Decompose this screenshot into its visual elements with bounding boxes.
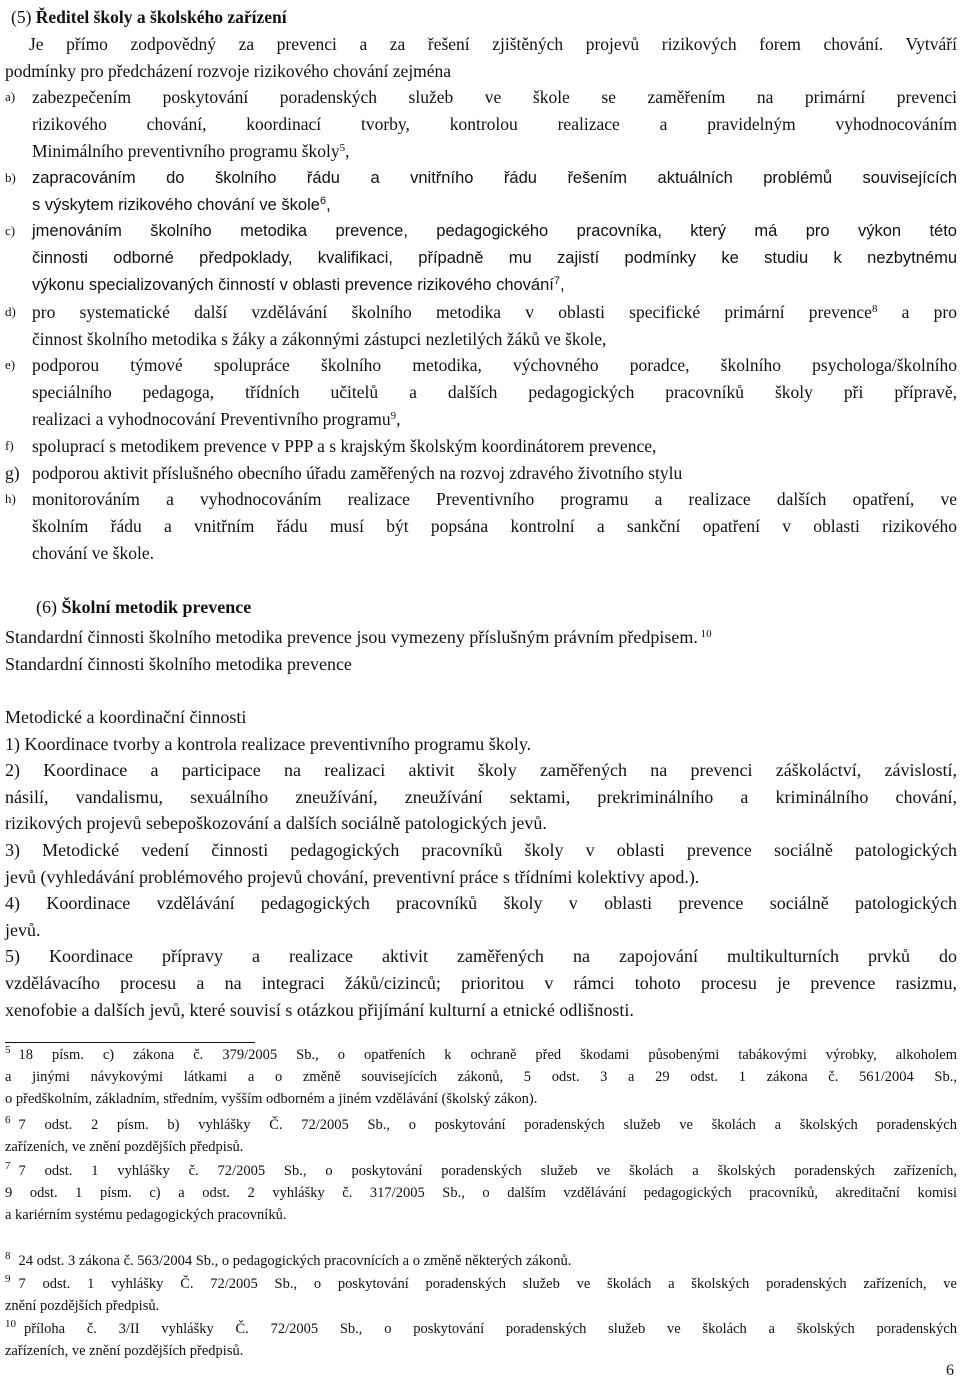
list-label: a) [5,89,16,105]
list-item-h: h) monitorováním a vyhodnocováním realizace Preventivního programu a realizace dalších opatření, ve školním řádu a vnitřním řádu musí být popsána kontrolní a sankční opatření v oblasti rizikového chování ve škole. [5,486,957,566]
point-5: 5) Koordinace přípravy a realizace aktivit zaměřených na zapojování multikulturních prvků do [5,946,957,967]
point-3: 3) Metodické vedení činnosti pedagogických pracovníků školy v oblasti prevence sociálně patologických [5,839,957,860]
list-label: d) [5,303,16,319]
list-label: g) [5,462,20,483]
list-label: c) [5,223,16,239]
footnote-ref: 7 [553,274,560,287]
section-6-intro: Standardní činnosti školního metodika prevence jsou vymezeny příslušným právním předpisem. $^{10}$ Standardní činnosti školního metodika prevence [5,627,712,674]
list-label: e) [5,357,16,373]
footnote-5: $^5$ 18 písm. c) zákona č. 379/2005 Sb., o opatřeních k ochraně před škodami působenými tabákovými výrobky, alkoholem a jinými návykovými látkami a o změně souvisejících zákonů, 5 odst. 3 a 29 odst. 1 zákona č. 561/2004 Sb., o předškolním, základním, středním, vyšším odborném a jiném vzdělávání (školský zákon). [5,1044,957,1108]
footnote-8: $^8$ 24 odst. 3 zákona č. 563/2004 Sb., o pedagogických pracovnících a o změně některých zákonů. [5,1250,572,1269]
list-item-e: e) podporou týmové spolupráce školního metodika, výchovného poradce, školního psychologa/školního speciálního pedagoga, třídních učitelů a dalších pedagogických pracovníků školy při přípravě, realizaci a vyhodnocování Preventivního programu$^9$, [5,352,957,432]
list-item-c: c) jmenováním školního metodika prevence, pedagogického pracovníka, který má pro výkon této činnosti odborné předpoklady, kvalifikaci, případně mu zajistí podmínky ke studiu k nezbytnému výkonu specializovaných činností v oblasti prevence rizikového chování$^7$, [5,218,957,298]
list-item-g: g) podporou aktivit příslušného obecního úřadu zaměřených na rozvoj zdravého životního stylu [5,460,957,487]
list-label: f) [5,437,14,453]
section-6-body: Metodické a koordinační činnosti 1) Koordinace tvorby a kontrola realizace preventivního programu školy. 2) Koordinace a participace na realizaci aktivit školy zaměřených na prevenci záškoláctví, závislostí, násilí, vandalismu, sexuálního zneužívání, zneužívání sektami, prekriminálního a kriminálního chování, rizikových projevů sebepoškozování a dalších sociálně patologických jevů. 3) Metodické vedení činnosti pedagogických pracovníků školy v oblasti prevence sociálně patologických jevů (vyhledávání problémového projevů chování, preventivní práce s třídními kolektivy apod.). 4) Koordinace vzdělávání pedagogických pracovníků školy v oblasti prevence sociálně patologických jevů. 5) Koordinace přípravy a realizace aktivit zaměřených na zapojování multikulturních prvků do vzdělávacího procesu a na integraci žáků/cizinců; prioritou v rámci tohoto procesu je prevence rasizmu, xenofobie a dalších jevů, které souvisí s otázkou přijímání kulturní a etnické odlišnosti. [5,704,957,1023]
list-item-b: b) zapracováním do školního řádu a vnitřního řádu řešením aktuálních problémů souvisejících s výskytem rizikového chování ve škole$^6$, [5,165,957,219]
footnote-separator [5,1042,255,1043]
footnote-ref: 10 [697,628,712,640]
section-5-title: Ředitel školy a školského zařízení [35,7,287,27]
footnote-ref: 5 [339,141,346,154]
footnote-ref: 6 [319,194,327,207]
point-2: 2) Koordinace a participace na realizaci aktivit školy zaměřených na prevenci záškoláctví, závislostí, [5,760,957,781]
footnote-ref: 9 [390,409,397,422]
page-number: 6 [946,1362,954,1379]
section-6-heading: (6) Školní metodik prevence [36,597,252,617]
footnote-9: $^9$ 7 odst. 1 vyhlášky Č. 72/2005 Sb., o poskytování poradenských služeb ve školách a školských poradenských zařízeních, ve znění pozdějších předpisů. [5,1273,957,1315]
list-label: b) [5,169,16,185]
section-5 [5,4,957,567]
footnote-10: $^{10}$ příloha č. 3/II vyhlášky Č. 72/2005 Sb., o poskytování poradenských služeb ve školách a školských poradenských zařízeních, ve znění pozdějších předpisů. [5,1318,957,1360]
section-6-title: Školní metodik prevence [61,597,252,617]
subheading: Metodické a koordinační činnosti [5,707,247,727]
point-4: 4) Koordinace vzdělávání pedagogických pracovníků školy v oblasti prevence sociálně patologických [5,893,957,914]
list-item-f: f) spoluprací s metodikem prevence v PPP a s krajským školským koordinátorem prevence, [5,433,957,460]
point-1: 1) Koordinace tvorby a kontrola realizace preventivního programu školy. [5,733,532,754]
footnote-ref: 8 [871,302,878,315]
section-5-heading: (5) Ředitel školy a školského zařízení [11,7,287,27]
list-item-d: d) pro systematické další vzdělávání školního metodika v oblasti specifické primární prevence$^8$ a pro činnost školního metodika s žáky a zákonnými zástupci nezletilých žáků ve škole, [5,299,957,353]
section-5-intro-line-1: Je přímo zodpovědný za prevenci a za řešení zjištěných projevů rizikových forem chování. Vytváří [29,33,957,54]
list-item-a: a) zabezpečením poskytování poradenských služeb ve škole se zaměřením na primární prevenci rizikového chování, koordinací tvorby, kontrolou realizace a pravidelným vyhodnocováním Minimálního preventivního programu školy$^5$, [5,84,957,164]
footnote-6: $^6$ 7 odst. 2 písm. b) vyhlášky Č. 72/2005 Sb., o poskytování poradenských služeb ve školách a školských poradenských zařízeních, ve znění pozdějších předpisů. [5,1114,957,1156]
section-5-intro-line-2: podmínky pro předcházení rozvoje rizikového chování zejména [5,60,452,81]
footnote-7: $^7$ 7 odst. 1 vyhlášky č. 72/2005 Sb., o poskytování poradenských služeb ve školách a školských poradenských zařízeních, 9 odst. 1 písm. c) a odst. 2 vyhlášky č. 317/2005 Sb., o dalším vzdělávání pedagogických pracovníků, akreditační komisi a kariérním systému pedagogických pracovníků. [5,1160,957,1224]
list-label: h) [5,491,16,507]
